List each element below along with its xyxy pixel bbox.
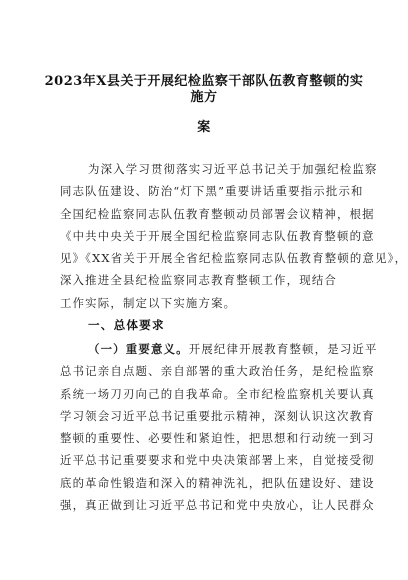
intro-line: 为深入学习贯彻落实习近平总书记关于加强纪检监察: [88, 162, 378, 176]
intro-line: 工作实际，制定以下实施方案。: [60, 295, 237, 310]
document-title-line-1: 2023年X县关于开展纪检监察干部队伍教育整顿的实施方: [44, 74, 364, 105]
importance-first-line: [60, 338, 378, 360]
intro-line: 见》《XX省关于开展全省纪检监察同志队伍教育整顿的意见》，: [60, 251, 408, 266]
importance-first-line-text: 开展纪律开展教育整顿，是习近平: [188, 342, 378, 356]
importance-paragraph: [60, 338, 378, 516]
subsection-label: （一）重要意义。: [88, 342, 189, 356]
importance-line: 整顿的重要性、必要性和紧迫性，把思想和行动统一到习: [60, 431, 375, 446]
intro-paragraph: [60, 158, 408, 314]
importance-line: 系统一场刀刃向己的自我革命。全市纪检监察机关要认真: [60, 386, 375, 401]
importance-line: 底的革命性锻造和深入的精神洗礼，把队伍建设好、建设: [60, 475, 375, 490]
intro-line: 《中共中央关于开展全国纪检监察同志队伍教育整顿的意: [60, 228, 375, 243]
importance-line: 强，真正做到让习近平总书记和党中央放心，让人民群众: [60, 498, 375, 513]
importance-line: 学习领会习近平总书记重要批示精神，深刻认识这次教育: [60, 408, 375, 423]
importance-line: 近平总书记重要要求和党中央决策部署上来，自觉接受彻: [60, 453, 375, 468]
intro-line: 同志队伍建设、防治“灯下黑”重要讲话重要指示批示和: [60, 184, 364, 199]
section-heading-overall-requirements: 一、总体要求: [88, 318, 165, 332]
importance-line: 总书记亲自点题、亲自部署的重大政治任务，是纪检监察: [60, 364, 375, 379]
intro-line: 深入推进全县纪检监察同志教育整顿工作，现结合: [60, 273, 337, 288]
document-title-line-2: 案: [197, 120, 211, 135]
intro-line: 全国纪检监察同志队伍教育整顿动员部署会议精神，根据: [60, 206, 375, 221]
